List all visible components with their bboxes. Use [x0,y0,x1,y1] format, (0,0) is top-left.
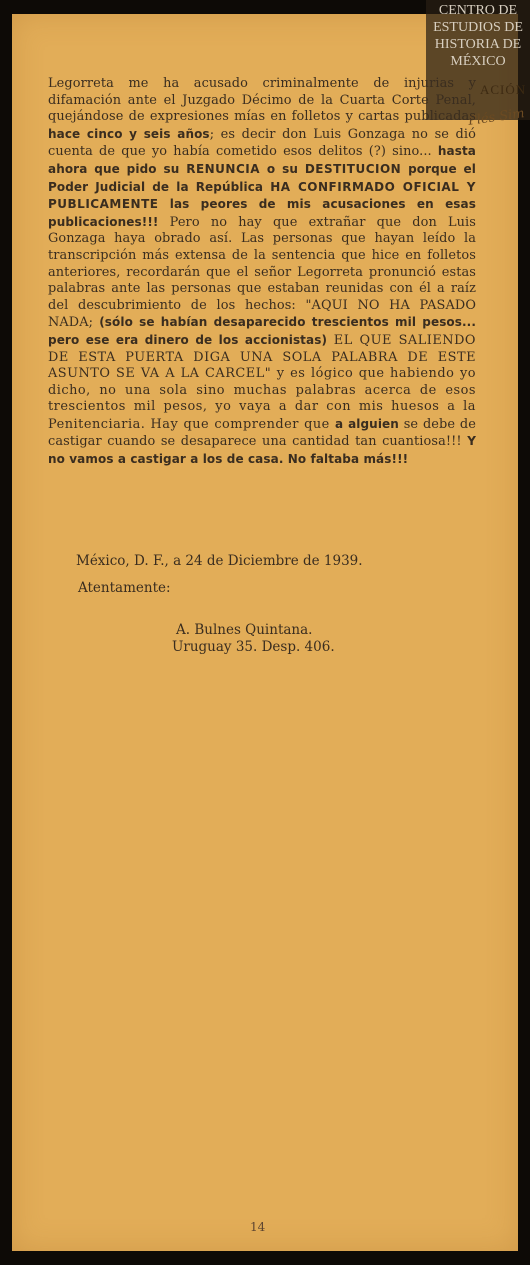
letter-salutation: Atentamente: [78,580,171,596]
signer-address: Uruguay 35. Desp. 406. [172,639,335,655]
bold-text: hace cinco y seis años [48,126,210,141]
body-text: Legorreta me ha acusado criminalmente de injurias y difamación ante el Juzgado Décimo de la Cuarta Corte Penal, quejándose de expresiones mías en folletos y cartas publicadas [48,76,476,125]
bold-text: Y no vamos a castigar a los de casa. No faltaba más!!! [48,434,476,467]
archive-watermark: CENTRO DE ESTUDIOS DE HISTORIA DE MÉXICO [426,0,530,120]
bold-text: (sólo se habían desaparecido trescientos mil pesos... pero ese era dinero de los accionistas) [48,315,476,347]
bold-caps-text: RENUNCIA [186,161,261,176]
bold-text: a alguien [335,416,399,431]
letter-date: México, D. F., a 24 de Diciembre de 1939. [76,553,363,569]
watermark-side-text: ACIÓN [480,82,527,97]
bold-text: hasta ahora que pido su [48,144,476,176]
page-number: 14 [250,1220,266,1234]
bold-text: las peores de mis acusaciones en esas publicaciones!!! [48,197,476,229]
bold-text: o su [260,161,305,176]
body-text: ; es decir don Luis Gonzaga no se dió cuenta de que yo había cometido esos delitos (?) sino... [48,126,476,160]
bold-caps-text: HA CONFIRMADO OFICIAL Y PUBLICAMENTE [48,179,476,212]
bold-text: porque el Poder Judicial de la República [48,161,476,194]
bold-caps-text: DESTITUCION [304,161,402,176]
body-text: Pero no hay que extrañar que don Luis Gonzaga haya obrado así. Las personas que hayan leído la transcripción más extensa de la sentencia que hice en folletos anteriores, recordarán que el señor Legorreta pronunció estas palabras ante las personas que estaban reunidas con él a raíz del descubrimiento de los hechos: "AQUI NO HA PASADO NADA; [48,214,476,331]
letter-body [48,76,476,469]
handwritten-signature: Plés Sim [467,106,526,129]
caps-text: EL QUE SALIENDO DE ESTA PUERTA DIGA UNA SOLA PALABRA DE ESTE ASUNTO SE VA A LA CARCEL" y es lógico que habiendo yo dicho, no una sola sino muchas palabras acerca de esos trescientos mil pesos, yo vaya a dar con mis huesos a la Penitenciaria. Hay que comprender que [48,332,476,432]
body-text: se debe de castigar cuando se desaparece una cantidad tan cuantiosa!!! [48,416,476,450]
signer-name: A. Bulnes Quintana. [176,622,313,638]
